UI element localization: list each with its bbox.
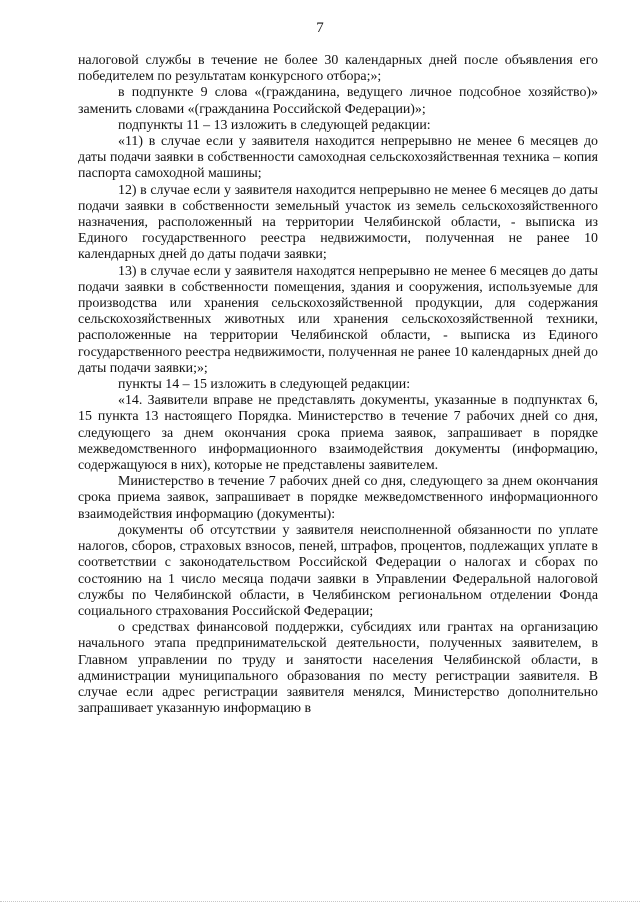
paragraph-3: подпункты 11 – 13 изложить в следующей редакции:: [118, 117, 431, 133]
paragraph-7: пункты 14 – 15 изложить в следующей редакции:: [118, 377, 411, 393]
paragraph-9: Министерство в течение 7 рабочих дней со дня, следующего за днем окончания срока приема заявок, запрашивает в порядке межведомственного информационного взаимодействия информацию (документы):: [78, 474, 598, 522]
document-body: [78, 53, 598, 717]
scan-edge-line: [0, 901, 640, 903]
paragraph-5: 12) в случае если у заявителя находится непрерывно не менее 6 месяцев до даты подачи заявки в собственности земельный участок из земель сельскохозяйственного назначения, расположенный на территории Челябинской области, - выписка из Единого государственного реестра недвижимости, полученная не ранее 10 календарных дней до даты подачи заявки;: [78, 182, 598, 263]
paragraph-1: налоговой службы в течение не более 30 календарных дней после объявления его победителем по результатам конкурсного отбора;»;: [78, 53, 598, 85]
paragraph-4: «11) в случае если у заявителя находится непрерывно не менее 6 месяцев до даты подачи заявки в собственности самоходная сельскохозяйственная техника – копия паспорта самоходной машины;: [78, 134, 598, 182]
paragraph-6: 13) в случае если у заявителя находятся непрерывно не менее 6 месяцев до даты подачи заявки в собственности помещения, здания и сооружения, используемые для производства или хранения сельскохозяйственной продукции, для содержания сельскохозяйственных животных или хранения сельскохозяйственной техники, расположенные на территории Челябинской области, - выписка из Единого государственного реестра недвижимости, полученная не ранее 10 календарных дней до даты подачи заявки;»;: [78, 263, 598, 376]
paragraph-8: «14. Заявители вправе не представлять документы, указанные в подпунктах 6, 15 пункта 13 настоящего Порядка. Министерство в течение 7 рабочих дней со дня, следующего за днем окончания срока приема заявок, запрашивает в порядке межведомственного информационного взаимодействия документы (информацию, содержащуюся в них), которые не представлены заявителем.: [78, 393, 598, 474]
paragraph-10: документы об отсутствии у заявителя неисполненной обязанности по уплате налогов, сборов, страховых взносов, пеней, штрафов, процентов, подлежащих уплате в соответствии с законодательством Российской Федерации о налогах и сборах по состоянию на 1 число месяца подачи заявки в Управлении Федеральной налоговой службы по Челябинской области, в Челябинском региональном отделении Фонда социального страхования Российской Федерации;: [78, 522, 598, 619]
paragraph-11: о средствах финансовой поддержки, субсидиях или грантах на организацию начального этапа предпринимательской деятельности, полученных заявителем, в Главном управлении по труду и занятости населения Челябинской области, в администрации муниципального образования по месту регистрации заявителя. В случае если адрес регистрации заявителя менялся, Министерство дополнительно запрашивает указанную информацию в: [78, 620, 598, 717]
paragraph-2: в подпункте 9 слова «(гражданина, ведущего личное подсобное хозяйство)» заменить словами «(гражданина Российской Федерации)»;: [78, 85, 598, 117]
page-number: 7: [316, 20, 324, 36]
